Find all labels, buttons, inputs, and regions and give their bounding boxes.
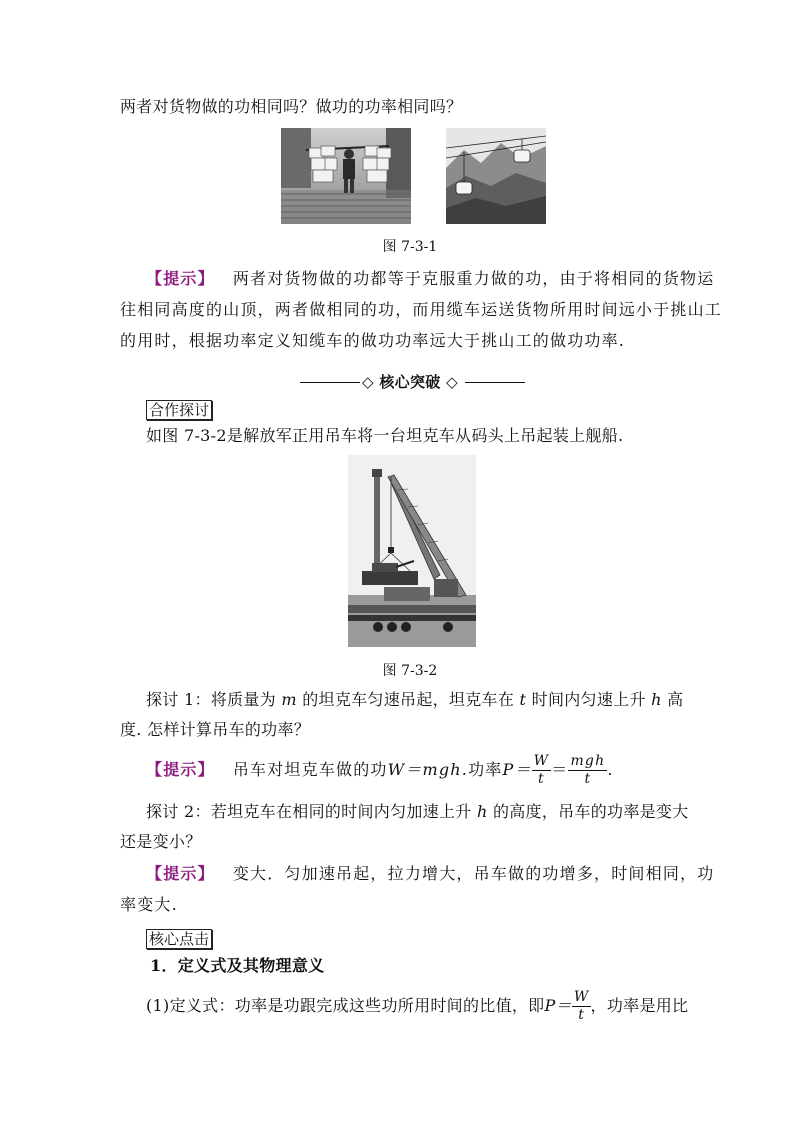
cable-car-photo	[446, 128, 546, 224]
point1-title: 1．定义式及其物理意义	[150, 956, 325, 975]
figure1-caption: 图 7-3-1	[382, 239, 438, 255]
fraction-w-over-t: $\frac{W}{t}$	[533, 752, 550, 787]
section-title: ◇ 核心突破 ◇	[362, 373, 458, 391]
discussion1-line1: 探讨 1：将质量为 m 的坦克车匀速吊起，坦克车在 t 时间内匀速上升 h 高	[146, 690, 684, 709]
crane-photo	[348, 455, 476, 647]
figure2-caption: 图 7-3-2	[382, 663, 438, 679]
section-rule-left	[300, 382, 360, 383]
section-rule-right	[465, 382, 525, 383]
hint1-label: 【提示】	[146, 269, 215, 288]
porter-photo	[281, 128, 411, 224]
point1-definition: (1)定义式：功率是功跟完成这些功所用时间的比值，即 P＝ $\frac{W}{t}$ ，功率是用比	[146, 988, 689, 1023]
hint2-label: 【提示】	[146, 760, 215, 779]
core-tag: 核心点击	[146, 929, 212, 949]
discussion2-line1: 探讨 2：若坦克车在相同的时间内匀加速上升 h 的高度，吊车的功率是变大	[146, 802, 689, 821]
discussion2-line2: 还是变小？	[120, 832, 202, 851]
hint2-line: 【提示】 吊车对坦克车做的功 W＝mgh. 功率 P＝ $\frac{W}{t}$ ＝ $\frac{\text{mgh}}{t}$ .	[146, 752, 614, 787]
hint1-line1: 【提示】 两者对货物做的功都等于克服重力做的功，由于将相同的货物运	[146, 269, 715, 288]
hint1-line3: 的用时，根据功率定义知缆车的做功功率远大于挑山工的做功功率.	[120, 331, 626, 350]
question-line: 两者对货物做的功相同吗？做功的功率相同吗？	[120, 97, 463, 116]
hint3-label: 【提示】	[146, 864, 215, 883]
intro-line: 如图 7-3-2是解放军正用吊车将一台坦克车从码头上吊起装上舰船.	[146, 426, 624, 445]
section-title-bar	[300, 371, 525, 393]
hint1-line2: 往相同高度的山顶，两者做相同的功，而用缆车运送货物所用时间远小于挑山工	[120, 300, 723, 319]
fraction-p-definition: $\frac{W}{t}$	[573, 988, 589, 1023]
discussion1-line2: 度. 怎样计算吊车的功率？	[120, 720, 311, 739]
hint3-line1: 【提示】 变大．匀加速吊起，拉力增大，吊车做的功增多，时间相同，功	[146, 864, 715, 883]
fraction-mgh-over-t: $\frac{\text{mgh}}{t}$	[570, 752, 606, 787]
cooperate-tag: 合作探讨	[146, 400, 212, 420]
hint3-line2: 率变大.	[120, 895, 178, 914]
